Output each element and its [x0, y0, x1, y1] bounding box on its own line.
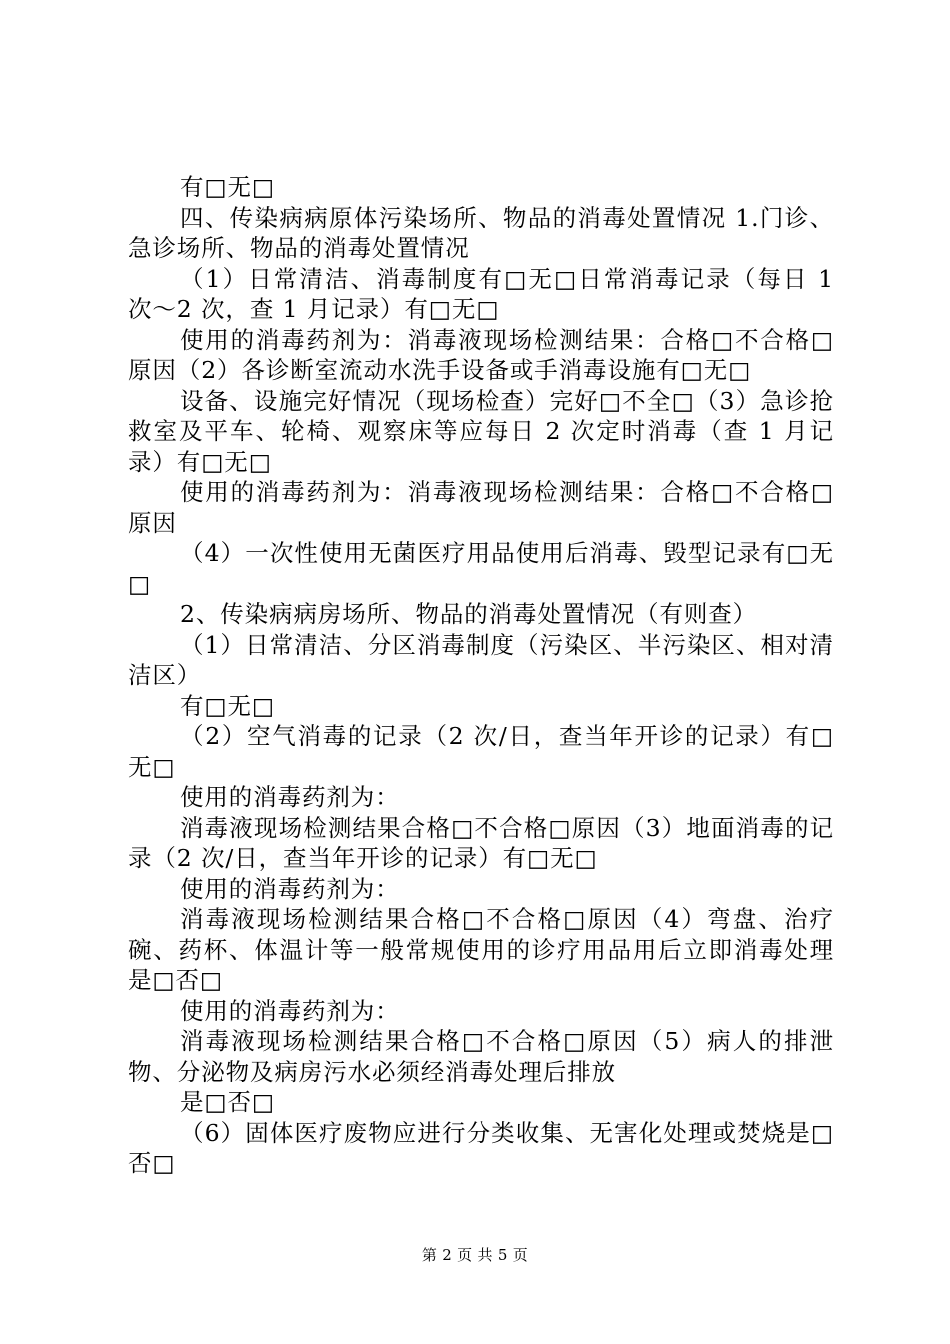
- paragraph: 消毒液现场检测结果合格□不合格□原因（3）地面消毒的记录（2 次/日，查当年开诊的记录）有□无□: [128, 813, 834, 872]
- paragraph: 设备、设施完好情况（现场检查）完好□不全□（3）急诊抢救室及平车、轮椅、观察床等应每日 2 次定时消毒（查 1 月记录）有□无□: [128, 386, 834, 476]
- paragraph: 使用的消毒药剂为：: [180, 996, 400, 1025]
- paragraph: 是□否□: [180, 1088, 276, 1116]
- paragraph: 消毒液现场检测结果合格□不合格□原因（4）弯盘、治疗碗、药杯、体温计等一般常规使用的诊疗用品用后立即消毒处理是□否□: [128, 905, 834, 994]
- paragraph: 使用的消毒药剂为：: [180, 783, 400, 811]
- paragraph: 四、传染病病原体污染场所、物品的消毒处置情况 1.门诊、急诊场所、物品的消毒处置情况: [128, 203, 834, 262]
- paragraph: （1）日常清洁、分区消毒制度（污染区、半污染区、相对清洁区）: [128, 630, 834, 689]
- paragraph: 使用的消毒药剂为：: [180, 874, 400, 903]
- paragraph: 使用的消毒药剂为：消毒液现场检测结果：合格□不合格□原因（2）各诊断室流动水洗手设备或手消毒设施有□无□: [128, 325, 834, 384]
- paragraph: （1）日常清洁、消毒制度有□无□日常消毒记录（每日 1 次～2 次，查 1 月记录）有□无□: [128, 264, 834, 323]
- paragraph: （4）一次性使用无菌医疗用品使用后消毒、毁型记录有□无□: [128, 539, 834, 598]
- page-footer: 第 2 页 共 5 页: [421, 1246, 529, 1264]
- paragraph: 使用的消毒药剂为：消毒液现场检测结果：合格□不合格□原因: [128, 478, 834, 537]
- paragraph: （2）空气消毒的记录（2 次/日，查当年开诊的记录）有□无□: [128, 722, 834, 781]
- paragraph: （6）固体医疗废物应进行分类收集、无害化处理或焚烧是□否□: [128, 1118, 834, 1177]
- paragraph: 有□无□: [180, 173, 276, 201]
- document-body: [128, 172, 834, 1179]
- paragraph: 有□无□: [180, 691, 276, 720]
- paragraph: 消毒液现场检测结果合格□不合格□原因（5）病人的排泄物、分泌物及病房污水必须经消毒处理后排放: [128, 1027, 834, 1086]
- paragraph: 2、传染病病房场所、物品的消毒处置情况（有则查）: [180, 600, 758, 628]
